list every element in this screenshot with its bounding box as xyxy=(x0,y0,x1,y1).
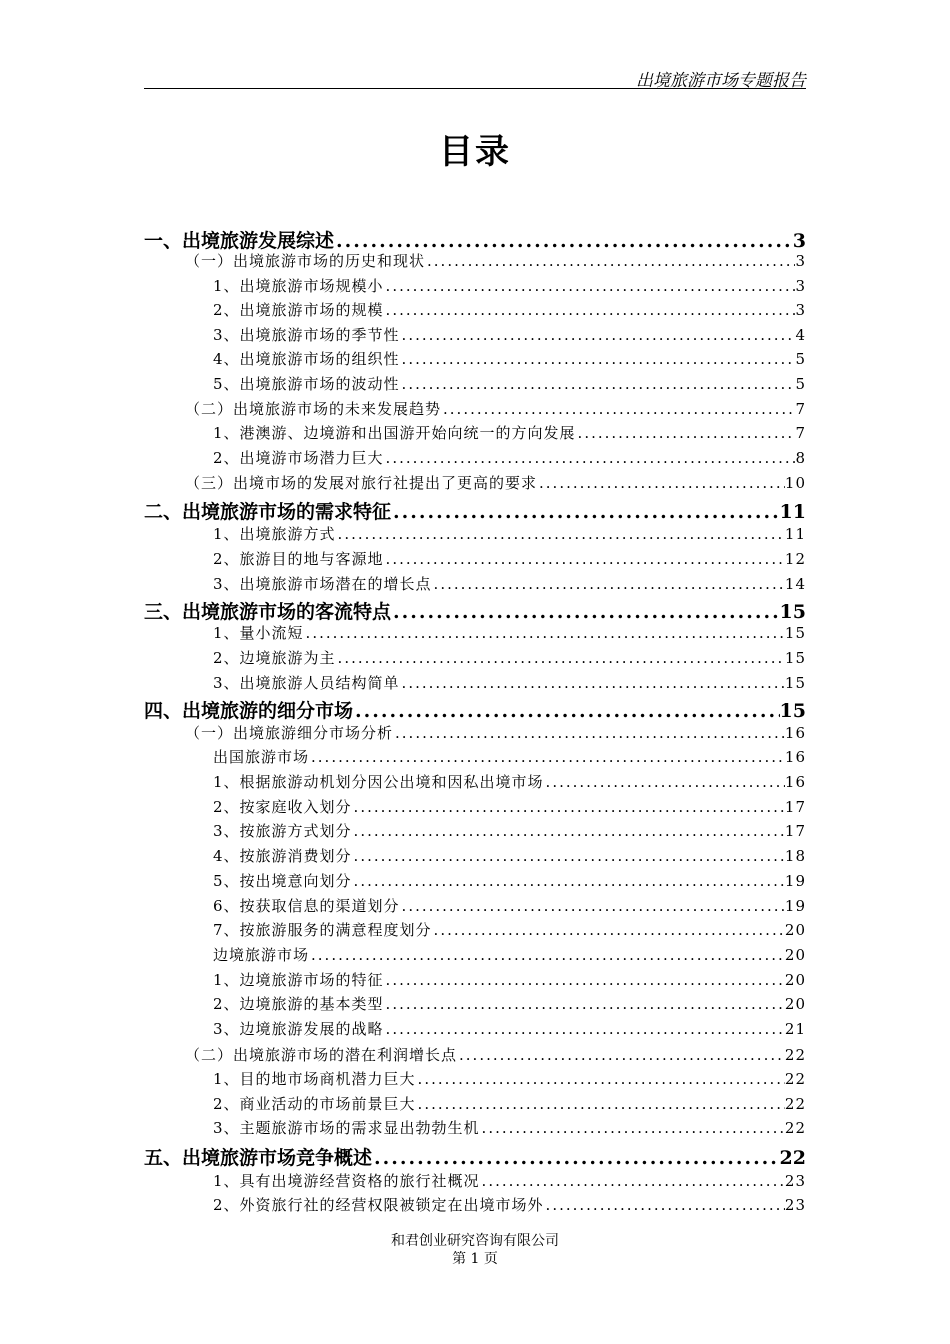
header-rule xyxy=(144,88,806,89)
toc-entry-title: 1、根据旅游动机划分因公出境和因私出境市场 xyxy=(213,773,544,791)
toc-entry-page: 11 xyxy=(779,501,806,523)
toc-entry[interactable] xyxy=(213,622,806,646)
toc-entry[interactable] xyxy=(185,1044,806,1068)
toc-leader-dots xyxy=(384,971,785,989)
toc-leader-dots xyxy=(400,350,796,368)
toc-entry-page: 15 xyxy=(784,674,806,692)
toc-entry[interactable] xyxy=(213,771,806,795)
toc-entry-page: 3 xyxy=(795,277,806,295)
toc-leader-dots xyxy=(372,1147,780,1169)
toc-entry[interactable] xyxy=(213,672,806,696)
toc-entry-title: 4、按旅游消费划分 xyxy=(213,847,352,865)
toc-entry-page: 8 xyxy=(795,449,806,467)
toc-entry[interactable] xyxy=(144,696,806,720)
toc-entry-title: 一、出境旅游发展综述 xyxy=(144,230,335,252)
toc-entry-page: 5 xyxy=(795,375,806,393)
toc-entry[interactable] xyxy=(213,993,806,1017)
toc-leader-dots xyxy=(544,1196,785,1214)
toc-entry-title: 2、旅游目的地与客源地 xyxy=(213,550,384,568)
toc-leader-dots xyxy=(352,822,785,840)
toc-entry[interactable] xyxy=(213,548,806,572)
toc-leader-dots xyxy=(334,230,793,252)
toc-entry[interactable] xyxy=(213,1018,806,1042)
toc-entry-page: 10 xyxy=(784,474,806,492)
toc-entry[interactable] xyxy=(213,895,806,919)
toc-entry[interactable] xyxy=(213,796,806,820)
toc-entry-page: 15 xyxy=(784,649,806,667)
toc-leader-dots xyxy=(384,1020,785,1038)
toc-entry-page: 7 xyxy=(795,424,806,442)
toc-entry-page: 22 xyxy=(784,1095,806,1113)
toc-entry-title: 3、主题旅游市场的需求显出勃勃生机 xyxy=(213,1119,480,1137)
toc-entry-page: 22 xyxy=(779,1147,806,1169)
toc-entry-title: 1、出境旅游市场规模小 xyxy=(213,277,384,295)
toc-leader-dots xyxy=(400,674,785,692)
toc-entry-page: 3 xyxy=(792,230,806,252)
toc-entry[interactable] xyxy=(144,597,806,621)
toc-entry-title: 3、出境旅游市场潜在的增长点 xyxy=(213,575,432,593)
toc-entry-page: 15 xyxy=(779,700,806,722)
toc-entry[interactable] xyxy=(213,422,806,446)
toc-entry-title: 2、边境旅游为主 xyxy=(213,649,336,667)
toc-entry[interactable] xyxy=(213,647,806,671)
toc-entry[interactable] xyxy=(213,523,806,547)
toc-entry-page: 20 xyxy=(784,971,806,989)
toc-entry-title: 3、边境旅游发展的战略 xyxy=(213,1020,384,1038)
toc-entry-title: 2、出境游市场潜力巨大 xyxy=(213,449,384,467)
toc-leader-dots xyxy=(400,326,796,344)
toc-leader-dots xyxy=(544,773,785,791)
toc-entry[interactable] xyxy=(213,1170,806,1194)
toc-entry-title: 2、边境旅游的基本类型 xyxy=(213,995,384,1013)
toc-entry-page: 15 xyxy=(779,601,806,623)
toc-entry-page: 22 xyxy=(784,1070,806,1088)
toc-entry-page: 23 xyxy=(784,1172,806,1190)
toc-leader-dots xyxy=(576,424,796,442)
toc-entry-page: 19 xyxy=(784,897,806,915)
toc-entry-page: 22 xyxy=(784,1046,806,1064)
toc-entry-title: 3、出境旅游市场的季节性 xyxy=(213,326,400,344)
toc-entry-page: 7 xyxy=(795,400,806,418)
toc-entry[interactable] xyxy=(213,1093,806,1117)
toc-leader-dots xyxy=(336,649,785,667)
toc-entry-title: 2、出境旅游市场的规模 xyxy=(213,301,384,319)
toc-entry-page: 18 xyxy=(784,847,806,865)
toc-leader-dots xyxy=(425,252,795,270)
toc-leader-dots xyxy=(416,1070,785,1088)
toc-entry[interactable] xyxy=(144,1143,806,1167)
toc-leader-dots xyxy=(384,449,796,467)
toc-leader-dots xyxy=(400,897,785,915)
toc-entry-title: 边境旅游市场 xyxy=(213,946,310,964)
toc-entry-page: 22 xyxy=(784,1119,806,1137)
toc-leader-dots xyxy=(384,550,785,568)
toc-entry[interactable] xyxy=(213,746,806,770)
toc-entry-title: 2、商业活动的市场前景巨大 xyxy=(213,1095,416,1113)
toc-entry-title: 2、外资旅行社的经营权限被锁定在出境市场外 xyxy=(213,1196,544,1214)
toc-leader-dots xyxy=(432,575,785,593)
toc-leader-dots xyxy=(416,1095,785,1113)
toc-entry-page: 12 xyxy=(784,550,806,568)
toc-entry[interactable] xyxy=(213,969,806,993)
toc-entry-page: 16 xyxy=(784,773,806,791)
toc-leader-dots xyxy=(480,1119,785,1137)
toc-entry-page: 5 xyxy=(795,350,806,368)
toc-entry-title: 出国旅游市场 xyxy=(213,748,310,766)
toc-leader-dots xyxy=(336,525,785,543)
toc-entry-page: 20 xyxy=(784,995,806,1013)
toc-entry-page: 20 xyxy=(784,946,806,964)
toc-entry-page: 19 xyxy=(784,872,806,890)
toc-entry-page: 3 xyxy=(795,301,806,319)
toc-entry-page: 16 xyxy=(784,724,806,742)
toc-leader-dots xyxy=(304,624,785,642)
toc-leader-dots xyxy=(457,1046,785,1064)
toc-entry-page: 17 xyxy=(784,798,806,816)
footer-company: 和君创业研究咨询有限公司 xyxy=(391,1233,559,1249)
toc-entry[interactable] xyxy=(213,845,806,869)
toc-entry-title: 3、按旅游方式划分 xyxy=(213,822,352,840)
toc-entry-title: 五、出境旅游市场竞争概述 xyxy=(144,1147,373,1169)
toc-entry-title: （一）出境旅游市场的历史和现状 xyxy=(185,252,426,270)
toc-entry-page: 23 xyxy=(784,1196,806,1214)
toc-entry-page: 21 xyxy=(784,1020,806,1038)
toc-entry-title: （二）出境旅游市场的潜在利润增长点 xyxy=(185,1046,458,1064)
footer-page-number: 第 1 页 xyxy=(452,1251,498,1267)
toc-entry-title: 1、港澳游、边境游和出国游开始向统一的方向发展 xyxy=(213,424,576,442)
toc-leader-dots xyxy=(352,872,785,890)
toc-entry[interactable] xyxy=(213,1068,806,1092)
toc-entry[interactable] xyxy=(213,919,806,943)
toc-entry-title: 5、出境旅游市场的波动性 xyxy=(213,375,400,393)
toc-entry[interactable] xyxy=(213,447,806,471)
toc-entry-page: 15 xyxy=(784,624,806,642)
toc-entry-page: 17 xyxy=(784,822,806,840)
toc-entry-title: 7、按旅游服务的满意程度划分 xyxy=(213,921,432,939)
toc-entry[interactable] xyxy=(213,373,806,397)
toc-leader-dots xyxy=(480,1172,785,1190)
toc-leader-dots xyxy=(352,847,785,865)
toc-entry[interactable] xyxy=(213,299,806,323)
toc-entry[interactable] xyxy=(185,722,806,746)
toc-entry[interactable] xyxy=(213,573,806,597)
toc-leader-dots xyxy=(384,995,785,1013)
toc-leader-dots xyxy=(391,601,780,623)
toc-leader-dots xyxy=(353,700,780,722)
toc-entry-page: 3 xyxy=(795,252,806,270)
toc-entry[interactable] xyxy=(213,348,806,372)
toc-entry[interactable] xyxy=(144,226,806,250)
toc-leader-dots xyxy=(309,946,785,964)
toc-entry[interactable] xyxy=(213,870,806,894)
toc-entry[interactable] xyxy=(185,398,806,422)
toc-leader-dots xyxy=(384,277,796,295)
toc-entry-page: 4 xyxy=(795,326,806,344)
toc-entry[interactable] xyxy=(185,250,806,274)
toc-entry-page: 14 xyxy=(784,575,806,593)
toc-entry-page: 11 xyxy=(784,525,806,543)
toc-entry-title: （一）出境旅游细分市场分析 xyxy=(185,724,394,742)
toc-entry-title: 四、出境旅游的细分市场 xyxy=(144,700,354,722)
toc-entry-title: 1、量小流短 xyxy=(213,624,304,642)
toc-leader-dots xyxy=(537,474,785,492)
toc-entry-page: 20 xyxy=(784,921,806,939)
toc-entry-title: 4、出境旅游市场的组织性 xyxy=(213,350,400,368)
toc-entry-title: （三）出境市场的发展对旅行社提出了更高的要求 xyxy=(185,474,538,492)
toc-entry[interactable] xyxy=(213,1117,806,1141)
toc-entry-title: 1、目的地市场商机潜力巨大 xyxy=(213,1070,416,1088)
toc-entry-title: 3、出境旅游人员结构简单 xyxy=(213,674,400,692)
toc-entry[interactable] xyxy=(213,1194,806,1218)
toc-entry-title: 6、按获取信息的渠道划分 xyxy=(213,897,400,915)
toc-entry[interactable] xyxy=(144,497,806,521)
toc-leader-dots xyxy=(441,400,795,418)
toc-entry[interactable] xyxy=(213,324,806,348)
toc-entry-title: 1、边境旅游市场的特征 xyxy=(213,971,384,989)
toc-leader-dots xyxy=(432,921,785,939)
toc-leader-dots xyxy=(352,798,785,816)
toc-entry-title: 二、出境旅游市场的需求特征 xyxy=(144,501,392,523)
toc-entry[interactable] xyxy=(213,820,806,844)
toc-leader-dots xyxy=(309,748,785,766)
toc-leader-dots xyxy=(393,724,785,742)
toc-entry-title: 1、出境旅游方式 xyxy=(213,525,336,543)
toc-entry-title: 5、按出境意向划分 xyxy=(213,872,352,890)
toc-entry[interactable] xyxy=(185,472,806,496)
toc-entry-title: 2、按家庭收入划分 xyxy=(213,798,352,816)
toc-entry[interactable] xyxy=(213,275,806,299)
toc-entry-title: 三、出境旅游市场的客流特点 xyxy=(144,601,392,623)
toc-leader-dots xyxy=(391,501,780,523)
toc-entry-title: （二）出境旅游市场的未来发展趋势 xyxy=(185,400,442,418)
toc-entry-title: 1、具有出境游经营资格的旅行社概况 xyxy=(213,1172,480,1190)
toc-leader-dots xyxy=(384,301,796,319)
page-title: 目录 xyxy=(439,132,511,172)
header-title: 出境旅游市场专题报告 xyxy=(636,71,806,91)
toc-entry-page: 16 xyxy=(784,748,806,766)
toc-entry[interactable] xyxy=(213,944,806,968)
toc-leader-dots xyxy=(400,375,796,393)
